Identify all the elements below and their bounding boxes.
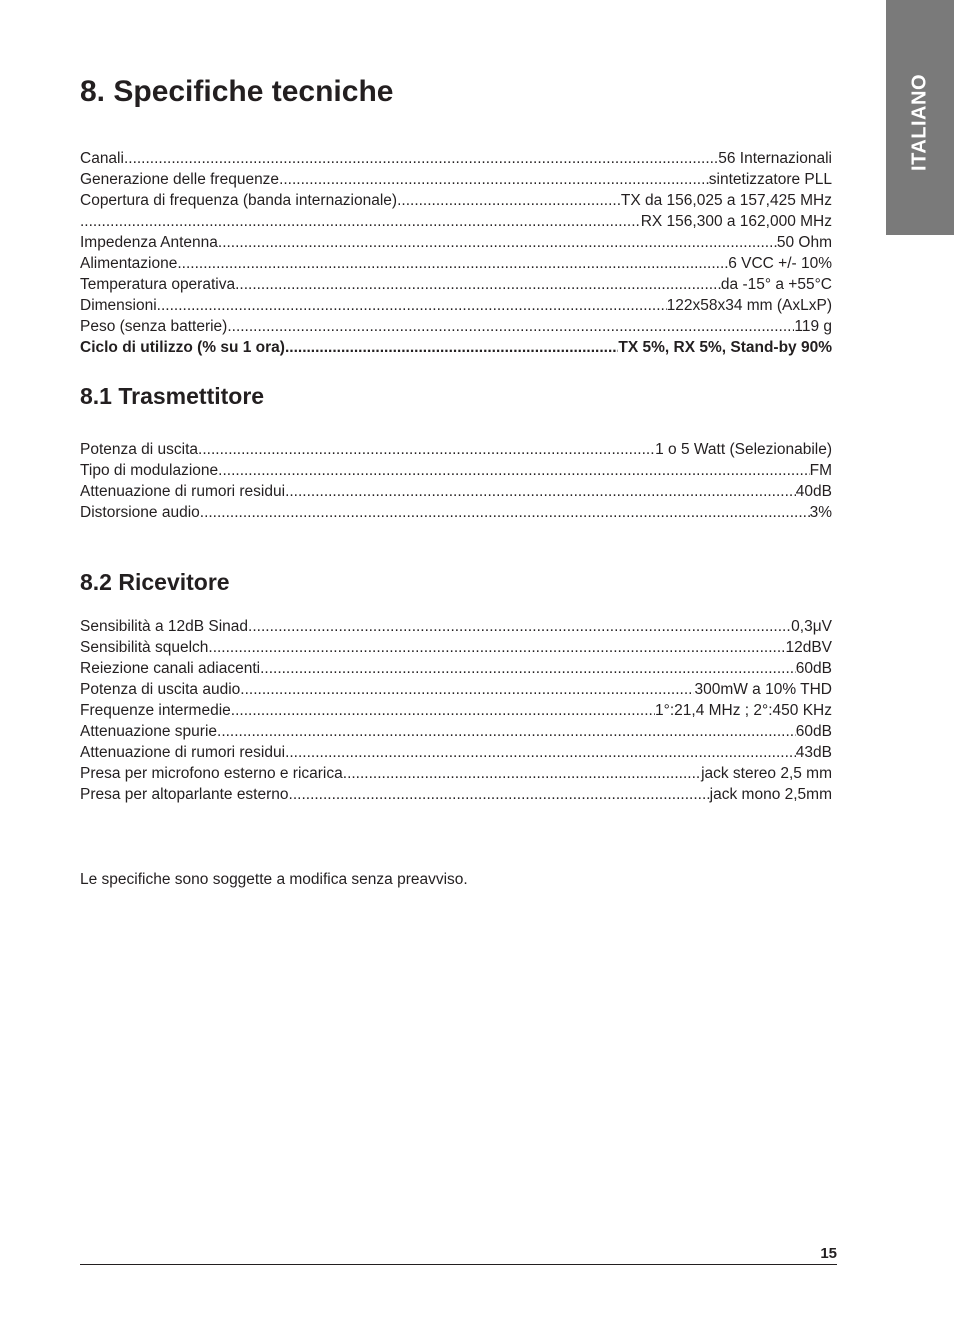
spec-row bbox=[80, 616, 832, 637]
spec-row bbox=[80, 679, 832, 700]
spec-value: TX 5%, RX 5%, Stand-by 90% bbox=[618, 339, 832, 356]
dot-leader bbox=[260, 658, 796, 679]
spec-label: Peso (senza batterie) bbox=[80, 318, 228, 335]
dot-leader bbox=[231, 700, 655, 721]
dot-leader bbox=[218, 460, 809, 481]
transmitter-spec-list bbox=[80, 439, 832, 523]
spec-row bbox=[80, 337, 832, 358]
spec-row bbox=[80, 658, 832, 679]
dot-leader bbox=[343, 763, 701, 784]
spec-row bbox=[80, 502, 832, 523]
dot-leader bbox=[200, 502, 810, 523]
spec-row bbox=[80, 211, 832, 232]
spec-value: da -15° a +55°C bbox=[720, 276, 832, 293]
footer-rule bbox=[80, 1264, 837, 1265]
dot-leader bbox=[285, 337, 618, 358]
spec-label: Distorsione audio bbox=[80, 504, 200, 521]
spec-label: Frequenze intermedie bbox=[80, 702, 231, 719]
spec-row bbox=[80, 169, 832, 190]
spec-value: 60dB bbox=[795, 723, 832, 740]
dot-leader bbox=[218, 232, 777, 253]
spec-label: Alimentazione bbox=[80, 255, 178, 272]
dot-leader bbox=[285, 742, 796, 763]
general-spec-list bbox=[80, 148, 832, 358]
spec-value: 6 VCC +/- 10% bbox=[728, 255, 832, 272]
spec-label: Generazione delle frequenze bbox=[80, 171, 280, 188]
spec-value: jack stereo 2,5 mm bbox=[701, 765, 832, 782]
dot-leader bbox=[80, 211, 641, 232]
dot-leader bbox=[208, 637, 785, 658]
dot-leader bbox=[240, 679, 694, 700]
spec-row bbox=[80, 253, 832, 274]
spec-row bbox=[80, 742, 832, 763]
language-tab bbox=[886, 0, 954, 235]
spec-value: sintetizzatore PLL bbox=[708, 171, 832, 188]
spec-value: 12dBV bbox=[785, 639, 832, 656]
spec-value: 56 Internazionali bbox=[718, 150, 832, 167]
spec-value: 60dB bbox=[795, 660, 832, 677]
spec-label: Presa per altoparlante esterno bbox=[80, 786, 289, 803]
dot-leader bbox=[279, 169, 709, 190]
spec-label: Dimensioni bbox=[80, 297, 157, 314]
dot-leader bbox=[235, 274, 721, 295]
section-heading-transmitter: 8.1 Trasmettitore bbox=[80, 383, 265, 409]
spec-label: Attenuazione di rumori residui bbox=[80, 483, 286, 500]
spec-label: Sensibilità squelch bbox=[80, 639, 209, 656]
spec-value: 1 o 5 Watt (Selezionabile) bbox=[655, 441, 832, 458]
spec-label: Potenza di uscita audio bbox=[80, 681, 241, 698]
page-title: 8. Specifiche tecniche bbox=[80, 75, 394, 108]
receiver-spec-list bbox=[80, 616, 832, 805]
spec-row bbox=[80, 700, 832, 721]
spec-row bbox=[80, 316, 832, 337]
spec-label: Potenza di uscita bbox=[80, 441, 199, 458]
spec-value: 119 g bbox=[794, 318, 832, 335]
spec-row bbox=[80, 439, 832, 460]
language-tab-label: ITALIANO bbox=[908, 74, 931, 171]
spec-value: FM bbox=[809, 462, 832, 479]
page-number: 15 bbox=[820, 1245, 837, 1262]
spec-value: 122x58x34 mm (AxLxP) bbox=[666, 297, 832, 314]
section-heading-receiver: 8.2 Ricevitore bbox=[80, 569, 230, 595]
spec-row bbox=[80, 232, 832, 253]
spec-value: 3% bbox=[809, 504, 832, 521]
dot-leader bbox=[248, 616, 791, 637]
spec-value: 1°:21,4 MHz ; 2°:450 KHz bbox=[655, 702, 832, 719]
dot-leader bbox=[397, 190, 621, 211]
spec-value: 300mW a 10% THD bbox=[694, 681, 832, 698]
spec-row bbox=[80, 481, 832, 502]
spec-row bbox=[80, 460, 832, 481]
spec-row bbox=[80, 274, 832, 295]
spec-label: Canali bbox=[80, 150, 124, 167]
spec-label: Copertura di frequenza (banda internazionale) bbox=[80, 192, 398, 209]
spec-row bbox=[80, 148, 832, 169]
spec-value: RX 156,300 a 162,000 MHz bbox=[640, 213, 832, 230]
spec-label: Reiezione canali adiacenti bbox=[80, 660, 261, 677]
dot-leader bbox=[289, 784, 710, 805]
dot-leader bbox=[157, 295, 667, 316]
spec-row bbox=[80, 295, 832, 316]
spec-label: Attenuazione di rumori residui bbox=[80, 744, 286, 761]
spec-value: jack mono 2,5mm bbox=[709, 786, 832, 803]
spec-value: 40dB bbox=[795, 483, 832, 500]
spec-row bbox=[80, 784, 832, 805]
spec-row bbox=[80, 763, 832, 784]
dot-leader bbox=[124, 148, 718, 169]
spec-row bbox=[80, 190, 832, 211]
spec-value: 50 Ohm bbox=[776, 234, 832, 251]
spec-label: Temperatura operativa bbox=[80, 276, 236, 293]
spec-label: Ciclo di utilizzo (% su 1 ora) bbox=[80, 339, 285, 356]
dot-leader bbox=[177, 253, 728, 274]
dot-leader bbox=[198, 439, 655, 460]
disclaimer-note: Le specifiche sono soggette a modifica senza preavviso. bbox=[80, 871, 468, 888]
dot-leader bbox=[285, 481, 796, 502]
spec-value: 0,3μV bbox=[791, 618, 832, 635]
spec-label: Presa per microfono esterno e ricarica bbox=[80, 765, 343, 782]
spec-value: 43dB bbox=[795, 744, 832, 761]
dot-leader bbox=[217, 721, 796, 742]
spec-row bbox=[80, 637, 832, 658]
spec-value: TX da 156,025 a 157,425 MHz bbox=[620, 192, 832, 209]
spec-row bbox=[80, 721, 832, 742]
spec-label: Attenuazione spurie bbox=[80, 723, 218, 740]
spec-label: Sensibilità a 12dB Sinad bbox=[80, 618, 249, 635]
spec-label: Tipo di modulazione bbox=[80, 462, 219, 479]
spec-label: Impedenza Antenna bbox=[80, 234, 218, 251]
dot-leader bbox=[227, 316, 794, 337]
